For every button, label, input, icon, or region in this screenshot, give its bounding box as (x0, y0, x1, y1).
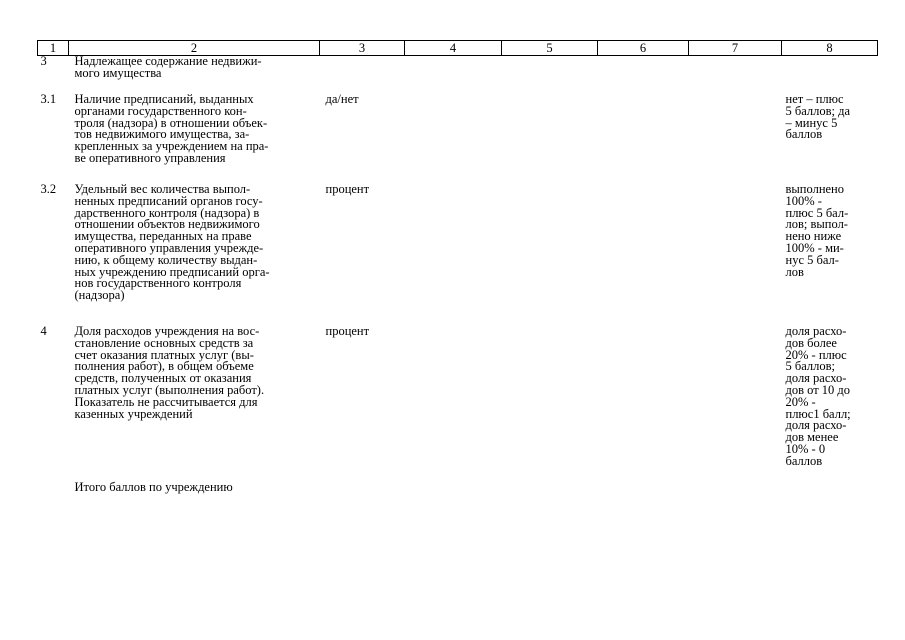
score-line: 10% - 0 (785, 441, 826, 456)
description-line: ве оперативного управления (74, 150, 226, 165)
empty-cell (502, 94, 598, 184)
score-line: 5 баллов; (785, 359, 835, 374)
row-description (69, 184, 320, 326)
row-unit: процент (325, 182, 370, 196)
column-header: 4 (405, 41, 502, 56)
score-line: нус 5 бал- (785, 252, 839, 267)
table-row (38, 326, 878, 482)
description-line: тов недвижимого имущества, за- (74, 127, 250, 142)
empty-cell (689, 94, 782, 184)
description-line: оперативного управления учрежде- (74, 240, 264, 255)
score-line: дов от 10 до (785, 382, 851, 397)
empty-cell (405, 482, 502, 496)
column-header: 2 (69, 41, 320, 56)
empty-cell (502, 326, 598, 482)
description-line: ных учреждению предписаний орга- (74, 264, 270, 279)
empty-cell (502, 56, 598, 95)
description-line: органами государственного кон- (74, 103, 247, 118)
empty-cell (502, 482, 598, 496)
score-line: выполнено (785, 182, 844, 196)
empty-cell (782, 482, 878, 496)
empty-cell (405, 56, 502, 95)
total-label: Итого баллов по учреждению (74, 480, 233, 494)
empty-cell (405, 184, 502, 326)
score-line: лов; выпол- (785, 217, 848, 232)
score-line: лов (785, 264, 804, 279)
column-header: 3 (320, 41, 405, 56)
score-line: 100% - ми- (785, 240, 844, 255)
score-line: доля расхо- (785, 324, 847, 338)
empty-cell (598, 94, 689, 184)
row-score (782, 56, 878, 95)
score-line: плюс1 балл; (785, 406, 851, 421)
description-line: становление основных средств за (74, 335, 254, 350)
empty-cell (405, 94, 502, 184)
score-line: баллов (785, 453, 823, 468)
row-description (69, 94, 320, 184)
score-line: баллов (785, 127, 823, 142)
description-line: Надлежащее содержание недвижи- (74, 54, 262, 68)
score-line: 5 баллов; да (785, 103, 851, 118)
row-score (782, 184, 878, 326)
description-line: ненных предписаний органов госу- (74, 193, 263, 208)
row-number: 3.2 (40, 182, 57, 196)
empty-cell (598, 482, 689, 496)
empty-cell (598, 326, 689, 482)
score-line: – минус 5 (785, 115, 838, 130)
row-unit (320, 56, 405, 95)
column-header: 1 (38, 41, 69, 56)
description-line: крепленных за учреждением на пра- (74, 139, 269, 154)
score-line: доля расхо- (785, 418, 847, 433)
column-header: 8 (782, 41, 878, 56)
description-line: казенных учреждений (74, 406, 193, 421)
score-line: доля расхо- (785, 371, 847, 386)
description-line: дарственного контроля (надзора) в (74, 205, 260, 220)
description-line: имущества, переданных на праве (74, 229, 252, 244)
description-line: Удельный вес количества выпол- (74, 182, 251, 196)
empty-cell (689, 326, 782, 482)
row-score (782, 94, 878, 184)
table-row (38, 56, 878, 95)
score-line: нет – плюс (785, 92, 844, 106)
description-line: средств, полученных от оказания (74, 371, 252, 386)
column-header: 7 (689, 41, 782, 56)
row-number: 3.1 (40, 92, 57, 106)
score-line: плюс 5 бал- (785, 205, 849, 220)
criteria-table (37, 40, 878, 496)
column-header: 6 (598, 41, 689, 56)
row-number: 3 (40, 54, 47, 68)
empty-cell (502, 184, 598, 326)
total-row (38, 482, 878, 496)
description-line: отношении объектов недвижимого (74, 217, 260, 232)
score-line: 20% - плюс (785, 347, 847, 362)
score-line: нено ниже (785, 229, 842, 244)
empty-cell (689, 482, 782, 496)
description-line: троля (надзора) в отношении объек- (74, 115, 268, 130)
description-line: полнения работ), в общем объеме (74, 359, 254, 374)
row-number: 4 (40, 324, 47, 338)
table-row (38, 94, 878, 184)
description-line: счет оказания платных услуг (вы- (74, 347, 254, 362)
description-line: Доля расходов учреждения на вос- (74, 324, 260, 338)
score-line: 100% - (785, 193, 822, 208)
description-line: (надзора) (74, 288, 125, 303)
score-line: дов менее (785, 430, 839, 445)
description-line: Показатель не рассчитывается для (74, 394, 258, 409)
empty-cell (320, 482, 405, 496)
description-line: нию, к общему количеству выдан- (74, 252, 258, 267)
score-line: дов более (785, 335, 837, 350)
empty-cell (689, 56, 782, 95)
row-score (782, 326, 878, 482)
empty-cell (598, 184, 689, 326)
row-unit: процент (325, 324, 370, 338)
row-description (69, 56, 320, 95)
score-line: 20% - (785, 394, 816, 409)
column-header: 5 (502, 41, 598, 56)
empty-cell (598, 56, 689, 95)
row-unit: да/нет (325, 92, 359, 106)
description-line: платных услуг (выполнения работ). (74, 382, 265, 397)
row-description (69, 326, 320, 482)
table-row (38, 184, 878, 326)
description-line: Наличие предписаний, выданных (74, 92, 254, 106)
empty-cell (689, 184, 782, 326)
empty-cell (38, 482, 69, 496)
empty-cell (405, 326, 502, 482)
description-line: мого имущества (74, 65, 162, 80)
description-line: нов государственного контроля (74, 276, 242, 291)
